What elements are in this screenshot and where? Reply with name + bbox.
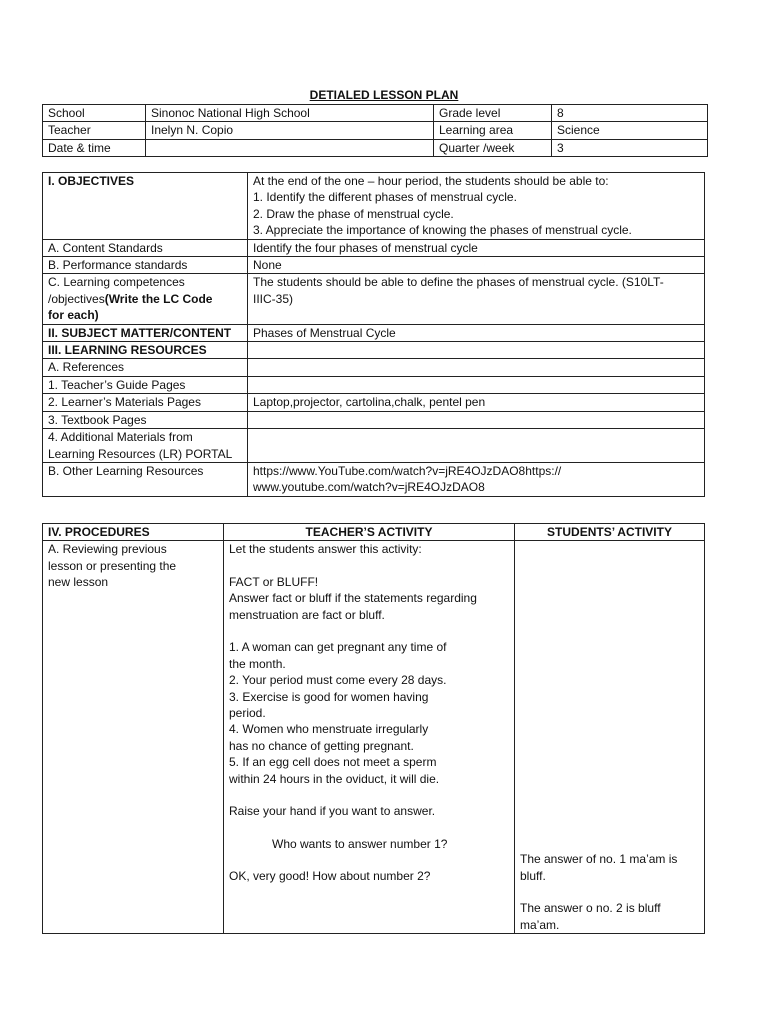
grade-label: Grade level xyxy=(434,105,552,122)
student-activity-heading: STUDENTS’ ACTIVITY xyxy=(515,524,705,541)
quarter-label: Quarter /week xyxy=(434,139,552,156)
objectives-heading: I. OBJECTIVES xyxy=(43,173,248,240)
objective-3: 3. Appreciate the importance of knowing the phases of menstrual cycle. xyxy=(253,223,632,238)
table-row xyxy=(43,122,708,139)
teacher-activity-heading: TEACHER’S ACTIVITY xyxy=(224,524,515,541)
step-a-line: lesson or presenting the xyxy=(48,558,177,573)
table-row xyxy=(43,239,705,256)
tg-value xyxy=(248,376,705,393)
area-label: Learning area xyxy=(434,122,552,139)
other-value[interactable] xyxy=(248,462,705,496)
table-row xyxy=(43,274,705,324)
tb-label: 3. Textbook Pages xyxy=(43,411,248,428)
area-value: Science xyxy=(552,122,708,139)
table-row xyxy=(43,394,705,411)
student-line: The answer o no. 2 is bluff xyxy=(520,901,661,916)
procedures-heading: IV. PROCEDURES xyxy=(43,524,224,541)
teacher-line: Answer fact or bluff if the statements regarding xyxy=(229,591,477,606)
content-standards-label: A. Content Standards xyxy=(43,239,248,256)
competences-value-line: The students should be able to define the phases of menstrual cycle. (S10LT- xyxy=(253,275,664,290)
procedures-table xyxy=(42,523,705,934)
table-row xyxy=(43,524,705,541)
step-a-line: A. Reviewing previous xyxy=(48,542,167,557)
competences-label-bold: (Write the LC Code xyxy=(104,291,213,306)
table-row xyxy=(43,429,705,463)
teacher-line: Raise your hand if you want to answer. xyxy=(229,804,436,819)
competences-value-line: IIIC-35) xyxy=(253,291,294,306)
teacher-value: Inelyn N. Copio xyxy=(146,122,434,139)
teacher-line: 4. Women who menstruate irregularly xyxy=(229,722,429,737)
subject-value: Phases of Menstrual Cycle xyxy=(248,324,705,341)
subject-label: II. SUBJECT MATTER/CONTENT xyxy=(43,324,248,341)
competences-label-line xyxy=(48,291,242,307)
teacher-activity xyxy=(224,541,515,934)
references-label: A. References xyxy=(43,359,248,376)
references-value xyxy=(248,359,705,376)
resources-label: III. LEARNING RESOURCES xyxy=(43,342,248,359)
objective-1: 1. Identify the different phases of menstrual cycle. xyxy=(253,190,517,205)
objectives-text xyxy=(248,173,705,240)
teacher-line: menstruation are fact or bluff. xyxy=(229,607,385,622)
student-line: ma’am. xyxy=(520,917,560,932)
add-label-line: 4. Additional Materials from xyxy=(48,430,193,445)
table-row xyxy=(43,139,708,156)
teacher-line: Who wants to answer number 1? xyxy=(272,836,448,851)
performance-value: None xyxy=(248,257,705,274)
objectives-table xyxy=(42,172,705,497)
table-row xyxy=(43,105,708,122)
competences-label-line: C. Learning competences xyxy=(48,275,185,290)
teacher-line: within 24 hours in the oviduct, it will die. xyxy=(229,771,440,786)
table-row xyxy=(43,376,705,393)
teacher-line: 5. If an egg cell does not meet a sperm xyxy=(229,755,437,770)
table-row xyxy=(43,462,705,496)
school-value: Sinonoc National High School xyxy=(146,105,434,122)
add-label-line: Learning Resources (LR) PORTAL xyxy=(48,446,233,461)
teacher-line: Let the students answer this activity: xyxy=(229,542,422,557)
date-value xyxy=(146,139,434,156)
lm-value: Laptop,projector, cartolina,chalk, pentel pen xyxy=(248,394,705,411)
resource-link[interactable]: www.youtube.com/watch?v=jRE4OJzDAO8 xyxy=(253,480,485,495)
competences-label-line: for each) xyxy=(48,308,99,323)
school-label: School xyxy=(43,105,146,122)
teacher-line: FACT or BLUFF! xyxy=(229,575,319,589)
competences-label-part: /objectives xyxy=(48,291,105,306)
add-value xyxy=(248,429,705,463)
quarter-value: 3 xyxy=(552,139,708,156)
grade-value: 8 xyxy=(552,105,708,122)
content-standards-value: Identify the four phases of menstrual cycle xyxy=(248,239,705,256)
resources-value xyxy=(248,342,705,359)
document-title: DETIALED LESSON PLAN xyxy=(309,88,459,102)
teacher-line: 3. Exercise is good for women having xyxy=(229,689,429,704)
table-row xyxy=(43,173,705,240)
student-line: bluff. xyxy=(520,868,546,883)
table-row xyxy=(43,359,705,376)
step-a-label xyxy=(43,541,224,934)
teacher-line: has no chance of getting pregnant. xyxy=(229,738,414,753)
teacher-line: 1. A woman can get pregnant any time of xyxy=(229,640,447,655)
table-row xyxy=(43,411,705,428)
teacher-line: period. xyxy=(229,706,266,721)
lm-label: 2. Learner’s Materials Pages xyxy=(43,394,248,411)
objective-intro: At the end of the one – hour period, the students should be able to: xyxy=(253,174,609,188)
tg-label: 1. Teacher’s Guide Pages xyxy=(43,376,248,393)
tb-value xyxy=(248,411,705,428)
teacher-line: 2. Your period must come every 28 days. xyxy=(229,673,447,688)
competences-value xyxy=(248,274,705,324)
header-table xyxy=(42,104,708,157)
competences-label xyxy=(43,274,248,324)
table-row xyxy=(43,342,705,359)
teacher-line: the month. xyxy=(229,656,286,671)
other-label: B. Other Learning Resources xyxy=(43,462,248,496)
table-row xyxy=(43,324,705,341)
add-label xyxy=(43,429,248,463)
step-a-line: new lesson xyxy=(48,575,109,590)
teacher-line: OK, very good! How about number 2? xyxy=(229,869,431,884)
objective-2: 2. Draw the phase of menstrual cycle. xyxy=(253,206,454,221)
resource-link[interactable]: https://www.YouTube.com/watch?v=jRE4OJzDAO8https:// xyxy=(253,463,562,478)
table-row xyxy=(43,257,705,274)
date-label: Date & time xyxy=(43,139,146,156)
performance-label: B. Performance standards xyxy=(43,257,248,274)
student-line: The answer of no. 1 ma’am is xyxy=(520,852,678,867)
student-activity xyxy=(515,541,705,934)
table-row xyxy=(43,541,705,934)
teacher-label: Teacher xyxy=(43,122,146,139)
